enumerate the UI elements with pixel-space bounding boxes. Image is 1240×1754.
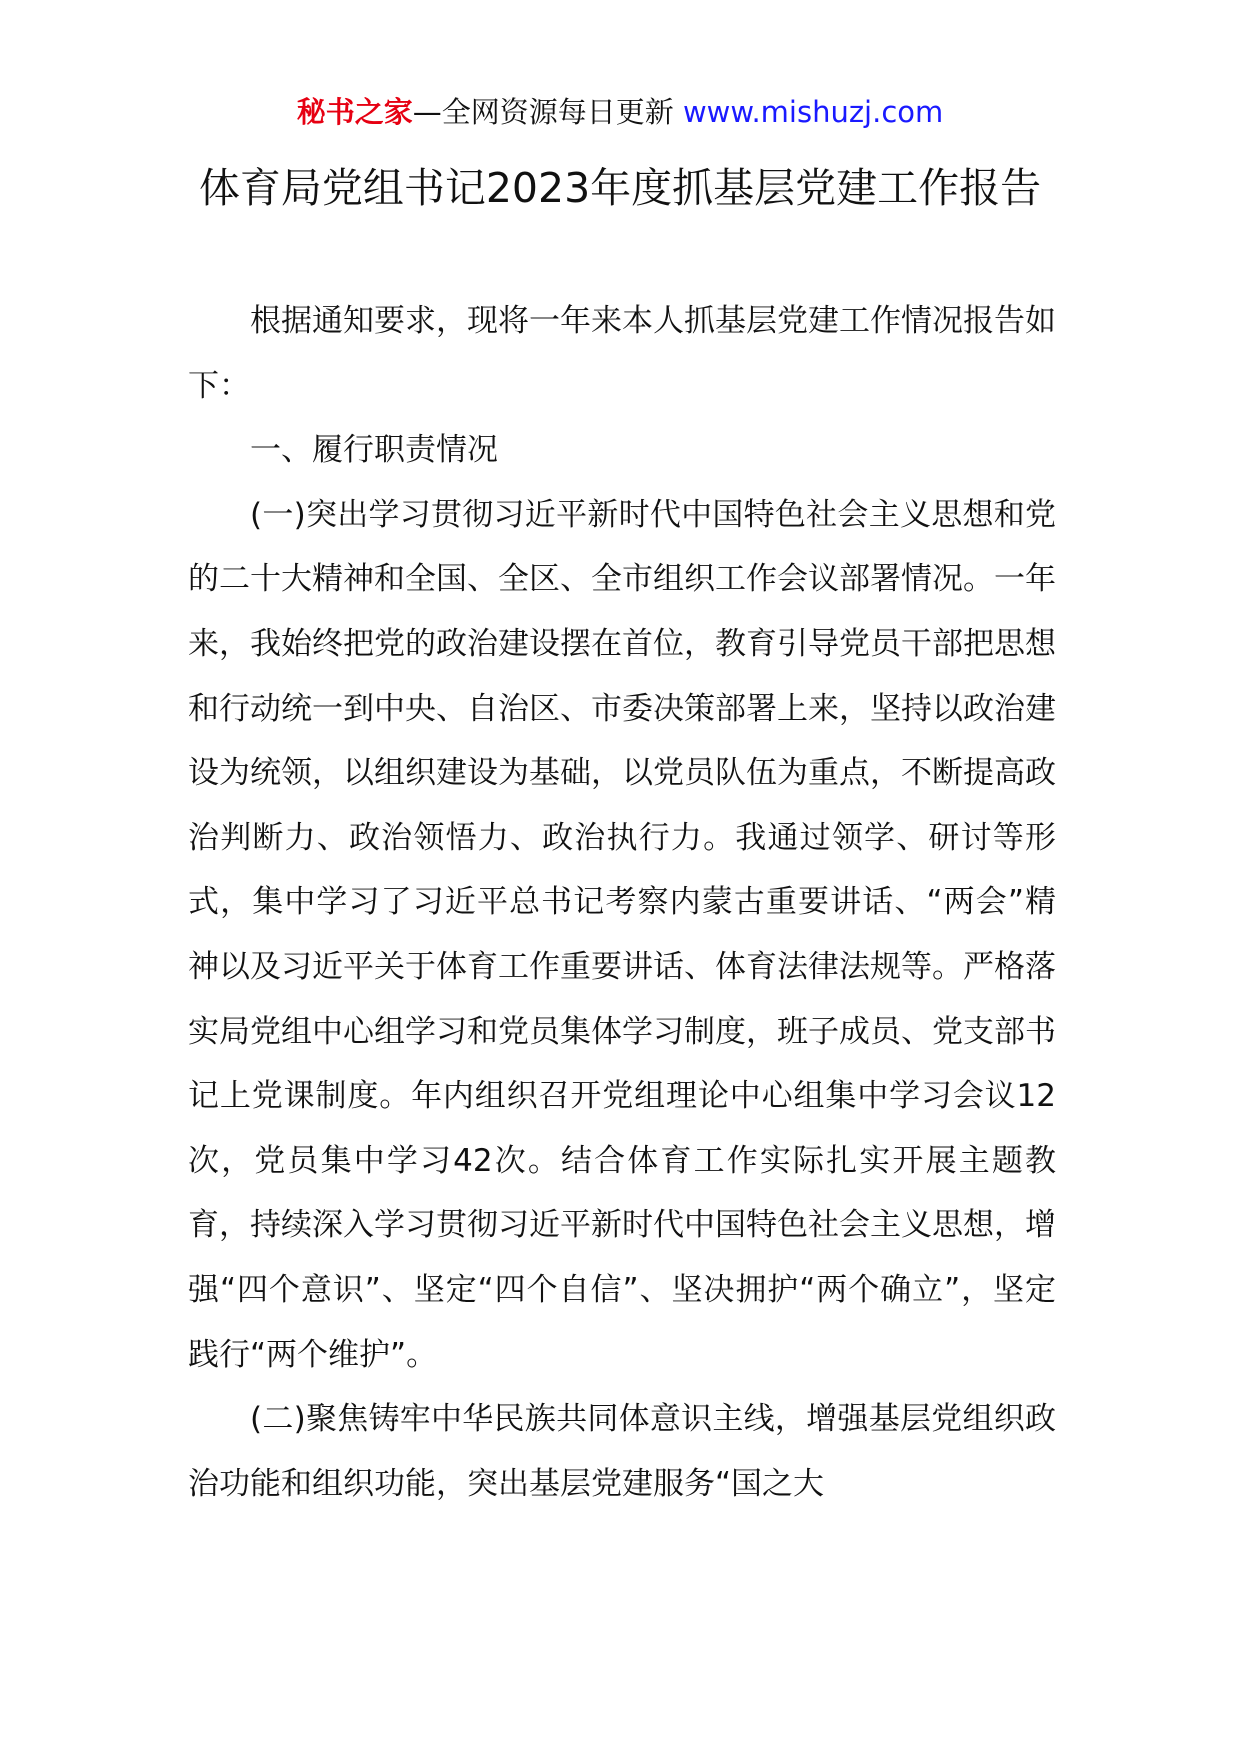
- site-url-link[interactable]: www.mishuzj.com: [682, 95, 944, 129]
- site-banner: [0, 92, 1240, 132]
- document-title: 体育局党组书记2023年度抓基层党建工作报告: [198, 164, 1042, 212]
- site-tagline: —全网资源每日更新: [412, 95, 683, 129]
- site-brand-name: 秘书之家: [296, 95, 413, 129]
- subsection-paragraph-2: (二)聚焦铸牢中华民族共同体意识主线，增强基层党组织政治功能和组织功能，突出基层党建服务“国之大: [188, 1401, 1056, 1502]
- intro-paragraph: 根据通知要求，现将一年来本人抓基层党建工作情况报告如下：: [188, 303, 1056, 404]
- section-heading: 一、履行职责情况: [250, 432, 498, 469]
- subsection-paragraph-1: (一)突出学习贯彻习近平新时代中国特色社会主义思想和党的二十大精神和全国、全区、全市组织工作会议部署情况。一年来，我始终把党的政治建设摆在首位，教育引导党员干部把思想和行动统一到中央、自治区、市委决策部署上来，坚持以政治建设为统领，以组织建设为基础，以党员队伍为重点，不断提高政治判断力、政治领悟力、政治执行力。我通过领学、研讨等形式，集中学习了习近平总书记考察内蒙古重要讲话、“两会”精神以及习近平关于体育工作重要讲话、体育法律法规等。严格落实局党组中心组学习和党员集体学习制度，班子成员、党支部书记上党课制度。年内组织召开党组理论中心组集中学习会议12次，党员集中学习42次。结合体育工作实际扎实开展主题教育，持续深入学习贯彻习近平新时代中国特色社会主义思想，增强“四个意识”、坚定“四个自信”、坚决拥护“两个确立”，坚定践行“两个维护”。: [188, 496, 1056, 1373]
- document-body: [188, 289, 1056, 1516]
